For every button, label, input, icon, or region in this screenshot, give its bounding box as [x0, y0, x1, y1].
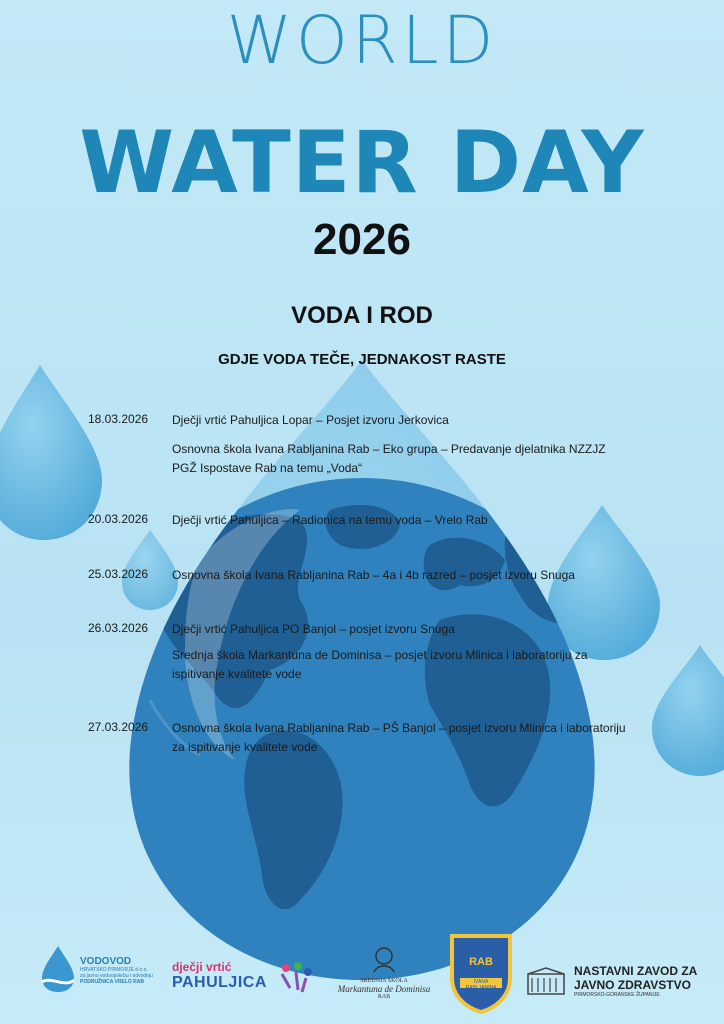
vodovod-line1: HRVATSKO PRIMORJE d.o.o. [80, 967, 148, 973]
title-water-day: WATER DAY [79, 113, 645, 213]
children-figures-icon [276, 958, 316, 998]
event-description: Dječji vrtić Pahuljica – Radionica na temu voda – Vrelo Rab [172, 513, 488, 527]
event-date: 26.03.2026 [88, 621, 149, 635]
event-description: Osnovna škola Ivana Rabljanina Rab – 4a i 4b razred – posjet izvoru Snuga [172, 568, 575, 582]
nzzjz-line2: JAVNO ZDRAVSTVO [574, 978, 691, 992]
event-description: Osnovna škola Ivana Rabljanina Rab – Eko grupa – Predavanje djelatnika NZZJZ PGŽ Ispostave Rab na temu „Voda“ [172, 442, 606, 475]
slogan: GDJE VODA TEČE, JEDNAKOST RASTE [218, 351, 506, 368]
building-icon [526, 966, 568, 996]
srednja-skola-logo [336, 944, 432, 1016]
vodovod-branch: PODRUŽNICA VRELO RAB [80, 979, 144, 985]
pahuljica-tagline: dječji vrtić [172, 960, 232, 974]
event-date: 27.03.2026 [88, 720, 149, 734]
water-drop-icon [38, 942, 78, 994]
theme-heading: VODA I ROD [291, 302, 433, 329]
title-world: WORLD [226, 2, 498, 79]
event-description: Srednja škola Markantuna de Dominisa – posjet izvoru Mlinica i laboratoriju za ispitivanje kvalitete vode [172, 648, 588, 681]
event-date: 25.03.2026 [88, 567, 149, 581]
sponsor-logos [0, 930, 724, 1024]
nzzjz-line1: NASTAVNI ZAVOD ZA [574, 964, 698, 978]
event-description: Osnovna škola Ivana Rabljanina Rab – PŠ Banjol – posjet izvoru Mlinica i laboratoriju za ispitivanje kvalitete vode [172, 721, 626, 754]
event-date: 20.03.2026 [88, 512, 149, 526]
vodovod-name: VODOVOD [80, 956, 132, 967]
event-description: Dječji vrtić Pahuljica Lopar – Posjet izvoru Jerkovica [172, 413, 449, 427]
school-name: Markantuna de Dominisa [337, 984, 431, 994]
title-year: 2026 [313, 215, 411, 264]
pahuljica-name: PAHULJICA [172, 974, 267, 991]
crest-top-text: RAB [469, 956, 493, 968]
portrait-icon [369, 944, 399, 974]
vodovod-logo [38, 942, 168, 1002]
pahuljica-logo [172, 960, 322, 1000]
school-label: SREDNJA ŠKOLA [360, 978, 408, 984]
osnovna-skola-crest [446, 930, 516, 1014]
crest-band-text: IVANA RABLJANINA [465, 979, 497, 991]
nzzjz-logo [526, 964, 716, 1008]
school-place: RAB [377, 994, 391, 1000]
event-description: Dječji vrtić Pahuljica PO Banjol – posjet izvoru Snuga [172, 622, 455, 636]
vodovod-line2: za javnu vodoopskrbu i odvodnju [80, 973, 153, 979]
shield-icon [446, 930, 516, 1014]
event-date: 18.03.2026 [88, 412, 149, 426]
nzzjz-line3: PRIMORSKO-GORANSKE ŽUPANIJE [574, 992, 660, 998]
